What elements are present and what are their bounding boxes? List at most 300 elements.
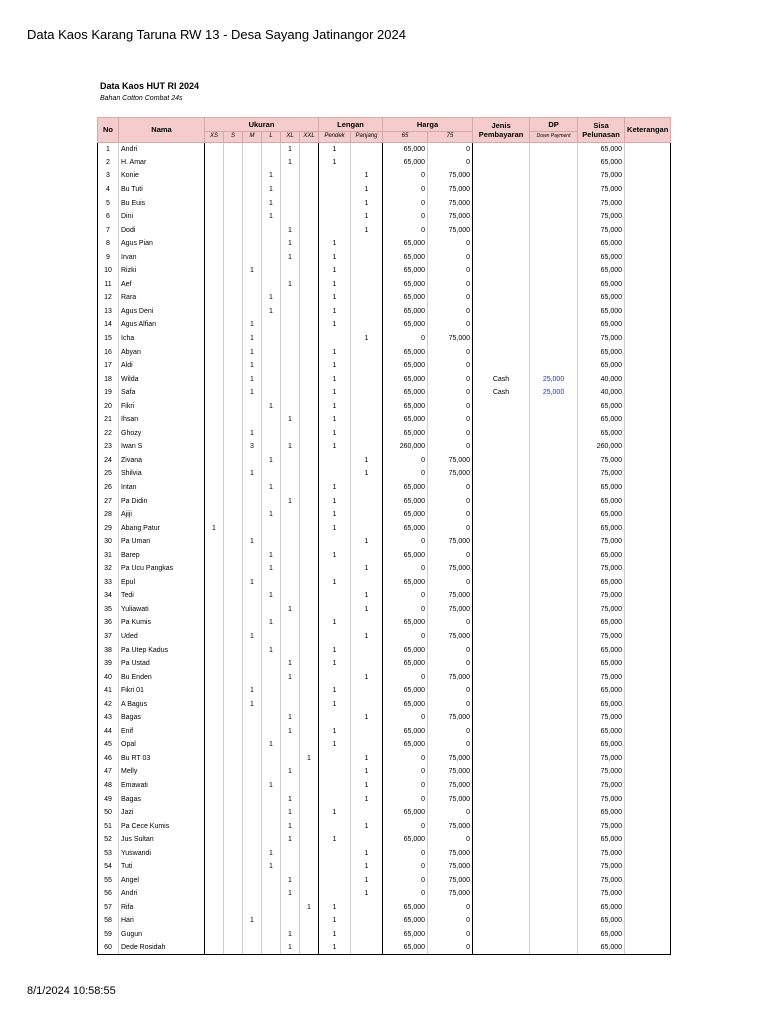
row-size-s (224, 630, 243, 644)
row-size-xxl (300, 386, 319, 400)
table-row (98, 670, 671, 684)
row-harga-75: 75,000 (428, 819, 473, 833)
row-lengan-pendek: 1 (319, 142, 351, 156)
row-size-xs (205, 359, 224, 373)
row-size-s (224, 223, 243, 237)
row-nama: Fikri (119, 399, 205, 413)
row-sisa-pelunasan: 65,000 (578, 833, 625, 847)
row-jenis-pembayaran (473, 616, 530, 630)
row-size-m (243, 887, 262, 901)
row-keterangan (625, 860, 671, 874)
row-sisa-pelunasan: 75,000 (578, 887, 625, 901)
row-lengan-pendek: 1 (319, 359, 351, 373)
row-size-xl: 1 (281, 670, 300, 684)
row-harga-75: 0 (428, 305, 473, 319)
row-size-s (224, 386, 243, 400)
row-sisa-pelunasan: 65,000 (578, 684, 625, 698)
table-row (98, 359, 671, 373)
row-nama: Rara (119, 291, 205, 305)
row-nama: Andri (119, 887, 205, 901)
row-dp (530, 846, 578, 860)
table-row (98, 467, 671, 481)
row-size-xs (205, 860, 224, 874)
row-size-xs (205, 711, 224, 725)
row-keterangan (625, 779, 671, 793)
row-harga-65: 0 (383, 752, 428, 766)
table-row (98, 345, 671, 359)
row-dp (530, 711, 578, 725)
row-sisa-pelunasan: 65,000 (578, 928, 625, 942)
row-size-m (243, 643, 262, 657)
row-size-l: 1 (262, 846, 281, 860)
row-harga-75: 0 (428, 914, 473, 928)
row-jenis-pembayaran (473, 643, 530, 657)
row-size-xl: 1 (281, 494, 300, 508)
row-sisa-pelunasan: 75,000 (578, 210, 625, 224)
row-size-l (262, 630, 281, 644)
row-no: 57 (98, 901, 119, 915)
table-row (98, 779, 671, 793)
row-nama: Agus Deni (119, 305, 205, 319)
row-harga-65: 0 (383, 196, 428, 210)
row-size-l: 1 (262, 643, 281, 657)
row-size-s (224, 928, 243, 942)
row-sisa-pelunasan: 65,000 (578, 521, 625, 535)
header-size-xxl: XXL (300, 131, 319, 142)
row-size-l: 1 (262, 305, 281, 319)
table-row (98, 535, 671, 549)
row-size-s (224, 413, 243, 427)
row-lengan-panjang (351, 481, 383, 495)
table-row (98, 725, 671, 739)
row-lengan-pendek (319, 196, 351, 210)
table-row (98, 318, 671, 332)
row-keterangan (625, 548, 671, 562)
row-no: 55 (98, 874, 119, 888)
row-jenis-pembayaran (473, 305, 530, 319)
row-lengan-panjang: 1 (351, 467, 383, 481)
row-size-xl (281, 481, 300, 495)
row-size-m: 1 (243, 467, 262, 481)
row-size-xxl (300, 630, 319, 644)
row-lengan-pendek: 1 (319, 440, 351, 454)
row-size-s (224, 359, 243, 373)
row-size-xxl (300, 413, 319, 427)
row-no: 17 (98, 359, 119, 373)
row-size-l (262, 576, 281, 590)
row-jenis-pembayaran (473, 278, 530, 292)
row-size-xs (205, 819, 224, 833)
row-harga-75: 0 (428, 494, 473, 508)
row-harga-65: 0 (383, 630, 428, 644)
row-lengan-pendek: 1 (319, 250, 351, 264)
row-size-l: 1 (262, 779, 281, 793)
row-harga-65: 65,000 (383, 427, 428, 441)
row-lengan-pendek: 1 (319, 372, 351, 386)
row-harga-75: 0 (428, 359, 473, 373)
row-dp (530, 833, 578, 847)
table-row (98, 142, 671, 156)
row-harga-75: 75,000 (428, 223, 473, 237)
row-lengan-panjang (351, 440, 383, 454)
row-jenis-pembayaran (473, 508, 530, 522)
row-size-m: 1 (243, 427, 262, 441)
row-sisa-pelunasan: 65,000 (578, 413, 625, 427)
row-size-xs (205, 264, 224, 278)
row-sisa-pelunasan: 65,000 (578, 643, 625, 657)
row-size-l: 1 (262, 616, 281, 630)
row-harga-75: 75,000 (428, 603, 473, 617)
table-row (98, 738, 671, 752)
row-sisa-pelunasan: 65,000 (578, 914, 625, 928)
row-lengan-panjang (351, 576, 383, 590)
row-lengan-panjang (351, 738, 383, 752)
row-lengan-pendek (319, 752, 351, 766)
table-row (98, 846, 671, 860)
row-size-xl (281, 697, 300, 711)
row-keterangan (625, 223, 671, 237)
row-sisa-pelunasan: 75,000 (578, 196, 625, 210)
row-harga-65: 65,000 (383, 684, 428, 698)
row-harga-65: 0 (383, 874, 428, 888)
row-lengan-panjang: 1 (351, 562, 383, 576)
row-size-m (243, 291, 262, 305)
table-row (98, 833, 671, 847)
row-harga-65: 65,000 (383, 941, 428, 955)
row-size-m (243, 846, 262, 860)
row-keterangan (625, 237, 671, 251)
row-lengan-pendek (319, 765, 351, 779)
row-no: 40 (98, 670, 119, 684)
row-lengan-pendek: 1 (319, 941, 351, 955)
row-no: 23 (98, 440, 119, 454)
row-harga-65: 65,000 (383, 481, 428, 495)
row-lengan-pendek: 1 (319, 386, 351, 400)
row-no: 30 (98, 535, 119, 549)
header-no: No (98, 118, 119, 143)
header-harga-75: 75 (428, 131, 473, 142)
row-size-xs (205, 589, 224, 603)
table-row (98, 806, 671, 820)
row-lengan-panjang (351, 548, 383, 562)
row-lengan-pendek: 1 (319, 928, 351, 942)
row-harga-65: 65,000 (383, 305, 428, 319)
row-keterangan (625, 359, 671, 373)
row-dp (530, 237, 578, 251)
row-harga-65: 0 (383, 332, 428, 346)
row-jenis-pembayaran (473, 914, 530, 928)
row-size-s (224, 196, 243, 210)
row-size-xl (281, 427, 300, 441)
row-size-m (243, 589, 262, 603)
row-harga-65: 65,000 (383, 738, 428, 752)
row-size-xxl (300, 576, 319, 590)
row-size-xs (205, 250, 224, 264)
header-keterangan: Keterangan (625, 118, 671, 143)
row-harga-75: 0 (428, 684, 473, 698)
row-lengan-pendek: 1 (319, 494, 351, 508)
row-sisa-pelunasan: 65,000 (578, 305, 625, 319)
row-lengan-pendek (319, 846, 351, 860)
row-jenis-pembayaran (473, 738, 530, 752)
row-size-xxl (300, 819, 319, 833)
row-size-l (262, 264, 281, 278)
row-dp (530, 576, 578, 590)
row-nama: Jus Sultan (119, 833, 205, 847)
table-row (98, 427, 671, 441)
row-no: 4 (98, 183, 119, 197)
row-nama: Pa Cece Kumis (119, 819, 205, 833)
row-lengan-panjang: 1 (351, 454, 383, 468)
row-harga-75: 0 (428, 481, 473, 495)
table-row (98, 576, 671, 590)
row-size-s (224, 603, 243, 617)
row-size-xxl (300, 156, 319, 170)
row-lengan-panjang: 1 (351, 603, 383, 617)
row-lengan-panjang (351, 806, 383, 820)
row-size-s (224, 711, 243, 725)
row-harga-75: 75,000 (428, 846, 473, 860)
row-size-s (224, 250, 243, 264)
row-harga-75: 0 (428, 941, 473, 955)
row-nama: Yuswandi (119, 846, 205, 860)
row-size-xs (205, 223, 224, 237)
row-sisa-pelunasan: 65,000 (578, 738, 625, 752)
row-no: 58 (98, 914, 119, 928)
row-sisa-pelunasan: 75,000 (578, 860, 625, 874)
row-size-xs (205, 765, 224, 779)
row-harga-65: 65,000 (383, 386, 428, 400)
row-size-m (243, 738, 262, 752)
row-dp (530, 792, 578, 806)
row-size-xxl: 1 (300, 752, 319, 766)
row-harga-75: 0 (428, 548, 473, 562)
row-jenis-pembayaran (473, 941, 530, 955)
row-lengan-pendek (319, 454, 351, 468)
row-nama: Bu Enden (119, 670, 205, 684)
row-lengan-panjang: 1 (351, 223, 383, 237)
table-row (98, 372, 671, 386)
row-no: 33 (98, 576, 119, 590)
row-dp (530, 630, 578, 644)
row-lengan-pendek (319, 792, 351, 806)
row-harga-75: 0 (428, 372, 473, 386)
row-size-s (224, 684, 243, 698)
row-size-xl: 1 (281, 440, 300, 454)
row-keterangan (625, 413, 671, 427)
row-no: 16 (98, 345, 119, 359)
row-size-m (243, 819, 262, 833)
row-size-m (243, 616, 262, 630)
row-jenis-pembayaran (473, 237, 530, 251)
row-size-m (243, 562, 262, 576)
table-row (98, 941, 671, 955)
row-keterangan (625, 928, 671, 942)
row-size-xxl (300, 305, 319, 319)
header-sisa-pelunasan: Sisa Pelunasan (578, 118, 625, 143)
row-size-xs (205, 779, 224, 793)
row-size-s (224, 264, 243, 278)
row-lengan-pendek: 1 (319, 305, 351, 319)
row-size-xxl (300, 738, 319, 752)
row-jenis-pembayaran (473, 169, 530, 183)
row-size-xxl (300, 846, 319, 860)
row-keterangan (625, 874, 671, 888)
row-size-m (243, 941, 262, 955)
row-sisa-pelunasan: 75,000 (578, 874, 625, 888)
row-lengan-pendek: 1 (319, 914, 351, 928)
row-nama: Abang Patur (119, 521, 205, 535)
row-dp (530, 359, 578, 373)
row-size-xxl (300, 657, 319, 671)
row-size-s (224, 427, 243, 441)
row-dp (530, 345, 578, 359)
table-row (98, 454, 671, 468)
row-keterangan (625, 278, 671, 292)
row-size-m (243, 833, 262, 847)
row-nama: Konie (119, 169, 205, 183)
table-row (98, 792, 671, 806)
row-size-xs (205, 210, 224, 224)
table-row (98, 210, 671, 224)
row-size-l: 1 (262, 183, 281, 197)
row-size-xl (281, 860, 300, 874)
table-row (98, 562, 671, 576)
row-sisa-pelunasan: 65,000 (578, 237, 625, 251)
row-sisa-pelunasan: 75,000 (578, 779, 625, 793)
row-dp (530, 440, 578, 454)
row-lengan-pendek: 1 (319, 697, 351, 711)
row-harga-75: 0 (428, 318, 473, 332)
row-nama: Tedi (119, 589, 205, 603)
row-harga-65: 65,000 (383, 413, 428, 427)
row-sisa-pelunasan: 65,000 (578, 616, 625, 630)
row-lengan-pendek: 1 (319, 833, 351, 847)
row-size-m (243, 657, 262, 671)
row-harga-65: 0 (383, 210, 428, 224)
row-keterangan (625, 508, 671, 522)
row-nama: Pa Utep Kadus (119, 643, 205, 657)
row-sisa-pelunasan: 65,000 (578, 657, 625, 671)
row-no: 28 (98, 508, 119, 522)
row-size-xl (281, 738, 300, 752)
row-no: 34 (98, 589, 119, 603)
row-size-s (224, 210, 243, 224)
row-size-xxl (300, 291, 319, 305)
row-harga-75: 75,000 (428, 562, 473, 576)
row-keterangan (625, 332, 671, 346)
row-size-xs (205, 846, 224, 860)
row-size-m (243, 454, 262, 468)
row-harga-75: 0 (428, 345, 473, 359)
row-size-xl: 1 (281, 223, 300, 237)
row-lengan-panjang (351, 386, 383, 400)
row-harga-75: 0 (428, 237, 473, 251)
row-keterangan (625, 467, 671, 481)
row-size-xxl (300, 616, 319, 630)
row-harga-65: 65,000 (383, 616, 428, 630)
row-size-l (262, 250, 281, 264)
row-no: 59 (98, 928, 119, 942)
row-no: 22 (98, 427, 119, 441)
table-row (98, 305, 671, 319)
row-size-m (243, 508, 262, 522)
sheet-title: Data Kaos HUT RI 2024 (100, 81, 200, 91)
row-size-xl (281, 169, 300, 183)
row-dp (530, 657, 578, 671)
row-jenis-pembayaran (473, 494, 530, 508)
row-sisa-pelunasan: 75,000 (578, 630, 625, 644)
row-nama: Yuliawati (119, 603, 205, 617)
row-size-s (224, 887, 243, 901)
table-row (98, 711, 671, 725)
row-size-s (224, 657, 243, 671)
row-lengan-panjang: 1 (351, 860, 383, 874)
row-lengan-panjang: 1 (351, 630, 383, 644)
row-size-m (243, 752, 262, 766)
row-sisa-pelunasan: 75,000 (578, 752, 625, 766)
row-lengan-panjang: 1 (351, 779, 383, 793)
row-sisa-pelunasan: 65,000 (578, 494, 625, 508)
row-keterangan (625, 630, 671, 644)
row-size-l: 1 (262, 508, 281, 522)
row-no: 7 (98, 223, 119, 237)
row-size-l: 1 (262, 196, 281, 210)
row-lengan-pendek: 1 (319, 725, 351, 739)
row-size-xs (205, 183, 224, 197)
row-jenis-pembayaran (473, 183, 530, 197)
row-dp (530, 264, 578, 278)
row-nama: Aldi (119, 359, 205, 373)
row-size-m: 1 (243, 318, 262, 332)
row-jenis-pembayaran (473, 887, 530, 901)
row-dp (530, 941, 578, 955)
row-size-xxl (300, 792, 319, 806)
row-size-xs (205, 697, 224, 711)
row-no: 26 (98, 481, 119, 495)
row-size-m: 1 (243, 386, 262, 400)
row-dp (530, 874, 578, 888)
row-lengan-panjang: 1 (351, 332, 383, 346)
row-size-l (262, 806, 281, 820)
row-jenis-pembayaran (473, 860, 530, 874)
row-size-s (224, 494, 243, 508)
row-size-s (224, 874, 243, 888)
row-size-xl (281, 508, 300, 522)
row-no: 15 (98, 332, 119, 346)
row-size-xxl (300, 928, 319, 942)
row-size-m (243, 278, 262, 292)
row-dp (530, 670, 578, 684)
row-size-s (224, 860, 243, 874)
row-size-m (243, 210, 262, 224)
row-dp (530, 684, 578, 698)
row-size-xxl (300, 264, 319, 278)
row-lengan-pendek: 1 (319, 657, 351, 671)
row-harga-65: 65,000 (383, 657, 428, 671)
row-lengan-pendek: 1 (319, 427, 351, 441)
row-sisa-pelunasan: 65,000 (578, 697, 625, 711)
row-keterangan (625, 386, 671, 400)
table-row (98, 440, 671, 454)
row-nama: Irvan (119, 250, 205, 264)
header-size-xl: XL (281, 131, 300, 142)
row-no: 25 (98, 467, 119, 481)
table-row (98, 765, 671, 779)
row-jenis-pembayaran (473, 250, 530, 264)
header-size-m: M (243, 131, 262, 142)
row-size-l (262, 941, 281, 955)
